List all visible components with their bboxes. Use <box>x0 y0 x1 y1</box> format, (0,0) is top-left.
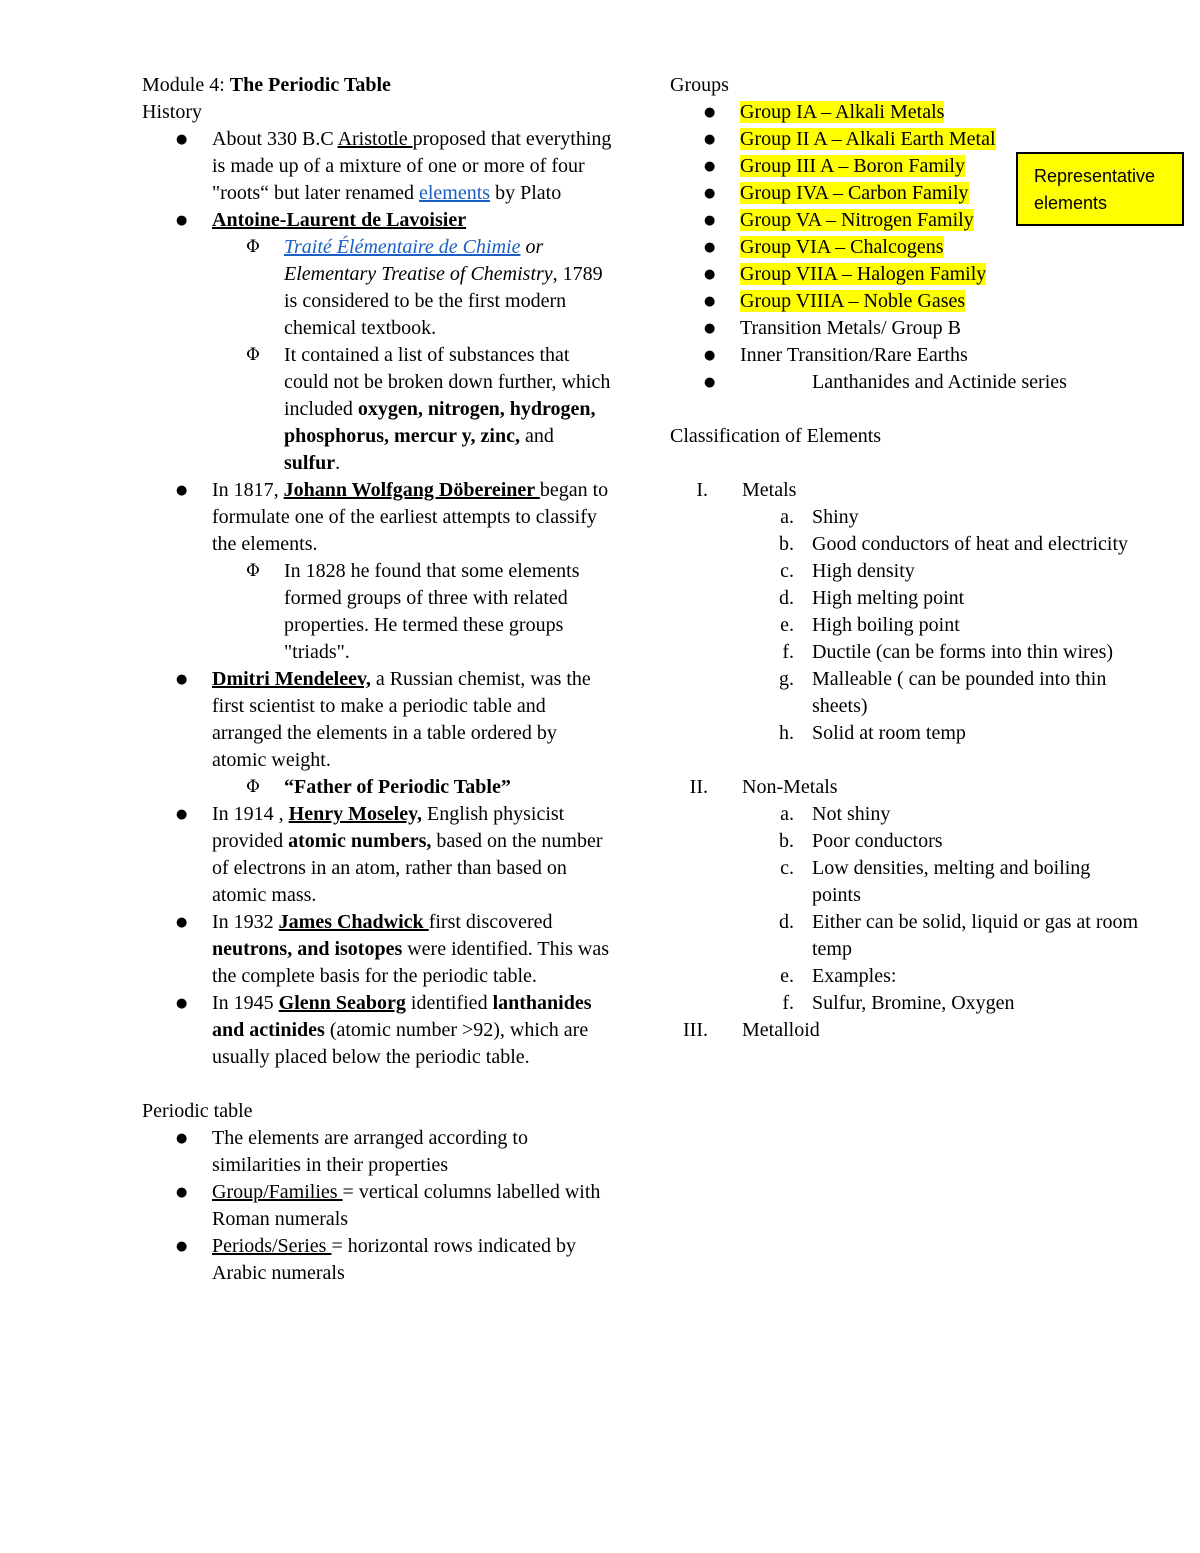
sub-item-triads: Φ In 1828 he found that some elements formed groups of three with related properties. He termed these groups "triads". <box>246 560 580 663</box>
elements-link[interactable]: elements <box>418 182 491 204</box>
list-item: d. Either can be solid, liquid or gas at room temp <box>779 911 1139 960</box>
group-item: ● Inner Transition/Rare Earths <box>670 342 1140 369</box>
list-item-moseley: ● In 1914 , Henry Moseley, English physicist provided atomic numbers, based on the number of electrons in an atom, rather than based on atomic mass. <box>142 801 612 909</box>
sub-item-father: Φ “Father of Periodic Table” <box>142 774 612 801</box>
traite-link[interactable]: Traité Élémentaire de Chimie <box>284 236 521 258</box>
group-item: ● Group VA – Nitrogen Family <box>670 207 1140 234</box>
list-item: d. High melting point <box>779 587 965 609</box>
group-item: ● Group IA – Alkali Metals <box>670 99 1140 126</box>
list-item: e. Examples: <box>780 965 897 987</box>
phi-bullet-icon: Φ <box>246 561 260 581</box>
phi-bullet-icon: Φ <box>246 237 260 257</box>
group-item: ● Group VIIIA – Noble Gases <box>670 288 1140 315</box>
list-item: g. Malleable ( can be pounded into thin sheets) <box>779 668 1107 717</box>
list-item-groups-families: ● Group/Families = vertical columns labelled with Roman numerals <box>142 1179 612 1233</box>
list-item: h. Solid at room temp <box>779 722 966 744</box>
list-item-mendeleev: ● Dmitri Mendeleev, a Russian chemist, was the first scientist to make a periodic table and arranged the elements in a table ordered by atomic weight. <box>142 666 612 774</box>
list-item-seaborg: ● In 1945 Glenn Seaborg identified lanthanides and actinides (atomic number >92), which are usually placed below the periodic table. <box>142 990 612 1071</box>
representative-elements-callout: Representative elements <box>1016 152 1184 226</box>
list-item-dobereiner: ● In 1817, Johann Wolfgang Döbereiner began to formulate one of the earliest attempts to classify the elements. <box>142 477 612 558</box>
phi-bullet-icon: Φ <box>246 777 260 797</box>
classification-heading: Classification of Elements <box>670 425 882 447</box>
list-item: a. Not shiny <box>780 803 891 825</box>
phi-bullet-icon: Φ <box>246 345 260 365</box>
group-item: ● Group III A – Boron Family <box>670 153 1140 180</box>
list-item: c. High density <box>780 560 915 582</box>
list-item: b. Poor conductors <box>779 830 943 852</box>
list-item: a. Shiny <box>780 506 859 528</box>
list-item-periods-series: ● Periods/Series = horizontal rows indicated by Arabic numerals <box>142 1233 612 1287</box>
nonmetals-heading: II. Non-Metals <box>689 776 838 798</box>
list-item: f. Sulfur, Bromine, Oxygen <box>782 992 1015 1014</box>
sub-item-substances: Φ It contained a list of substances that could not be broken down further, which included oxygen, nitrogen, hydrogen, phosphorus, mercur y, zinc, and sulfur. <box>246 344 611 474</box>
groups-heading: Groups <box>670 74 729 96</box>
periodic-table-heading: Periodic table <box>142 1100 253 1122</box>
list-item-chadwick: ● In 1932 James Chadwick first discovered neutrons, and isotopes were identified. This was the complete basis for the periodic table. <box>142 909 612 990</box>
module-title: Module 4: The Periodic Table <box>142 74 391 96</box>
group-item: ● Group VIA – Chalcogens <box>670 234 1140 261</box>
sub-item-traite: Φ Traité Élémentaire de Chimie or Elementary Treatise of Chemistry, 1789 is considered to be the first modern chemical textbook. <box>246 236 603 339</box>
history-heading: History <box>142 101 202 123</box>
left-column <box>142 72 612 1287</box>
metalloid-heading: III. Metalloid <box>683 1019 820 1041</box>
list-item-lavoisier: ● Antoine-Laurent de Lavoisier <box>142 207 612 234</box>
metals-heading: I. Metals <box>696 479 797 501</box>
list-item: f. Ductile (can be forms into thin wires) <box>782 641 1114 663</box>
list-item: b. Good conductors of heat and electricity <box>779 533 1128 555</box>
inner-transition-sub-item: ● Lanthanides and Actinide series <box>670 369 1140 396</box>
group-item: ● Group IVA – Carbon Family <box>670 180 1140 207</box>
group-item: ● Group II A – Alkali Earth Metal <box>670 126 1140 153</box>
group-item: ● Group VIIA – Halogen Family <box>670 261 1140 288</box>
list-item-arranged: ● The elements are arranged according to similarities in their properties <box>142 1125 612 1179</box>
list-item: c. Low densities, melting and boiling points <box>780 857 1091 906</box>
list-item: e. High boiling point <box>780 614 960 636</box>
list-item-aristotle: ● About 330 B.C Aristotle proposed that everything is made up of a mixture of one or more of four "roots“ but later renamed elements by Plato <box>142 126 612 207</box>
group-item: ● Transition Metals/ Group B <box>670 315 1140 342</box>
